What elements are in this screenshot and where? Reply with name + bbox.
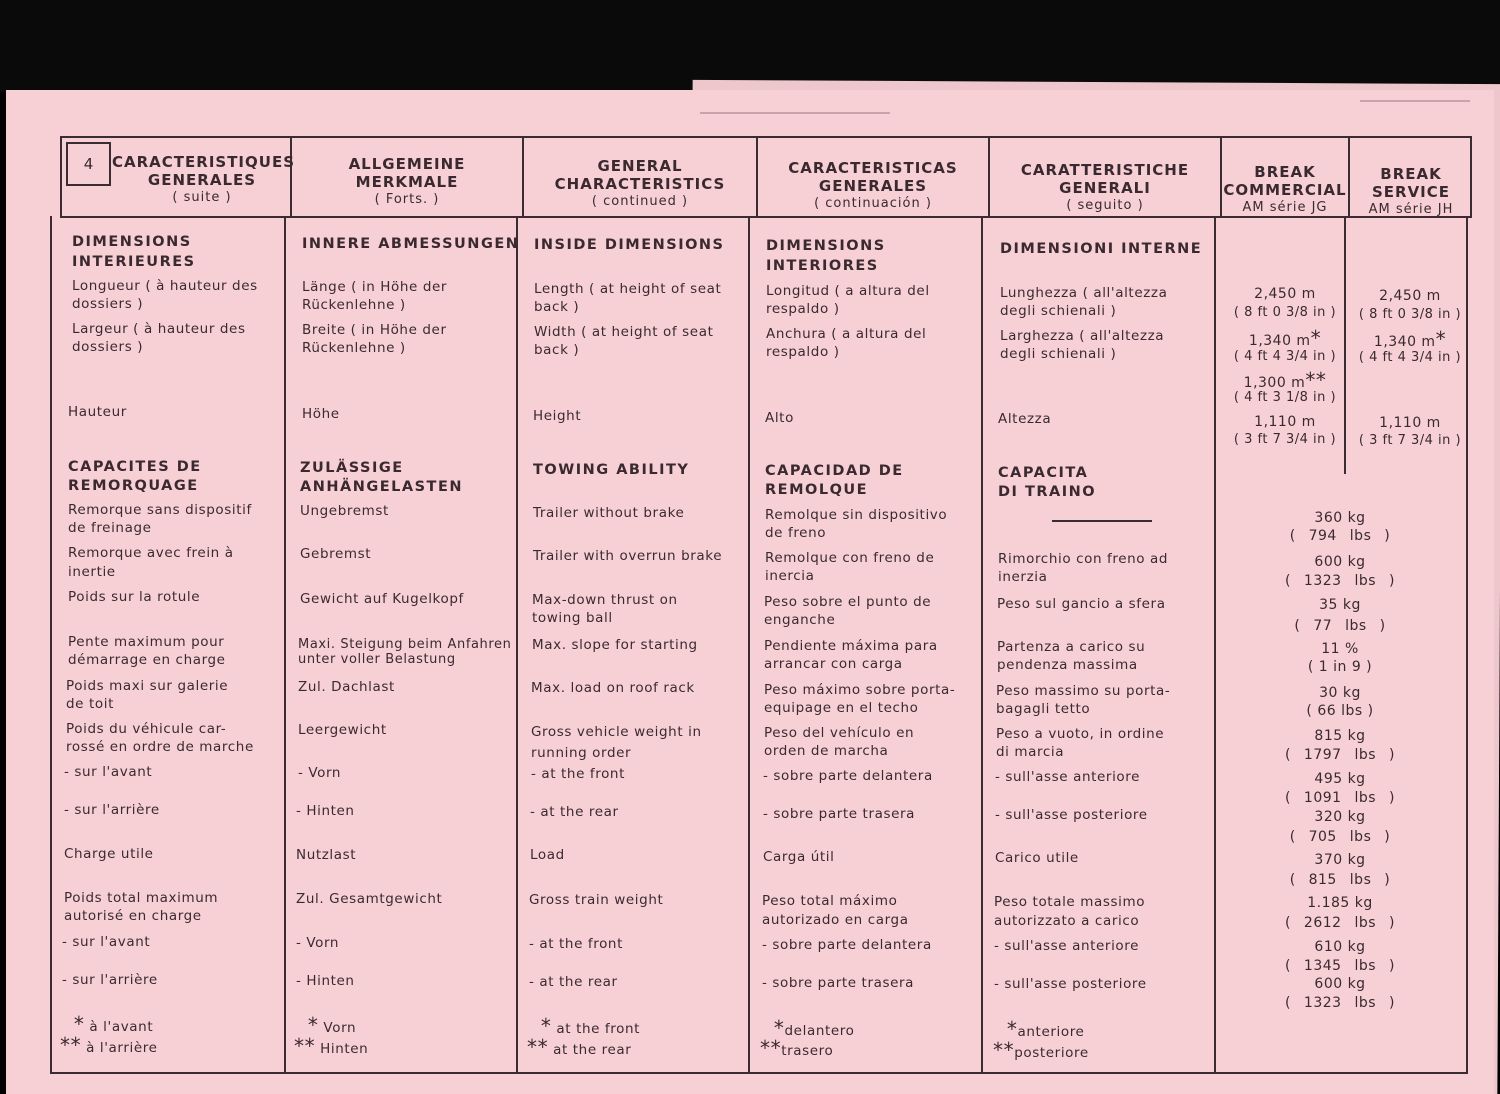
header-sub: ( continuación ) bbox=[814, 196, 932, 211]
es-rear2: - sobre parte trasera bbox=[762, 975, 915, 991]
star-icon: * bbox=[294, 1013, 319, 1037]
it-gross: Peso totale massimo bbox=[994, 894, 1146, 910]
it-trailer-brake: Rimorchio con freno ad bbox=[998, 551, 1169, 567]
col-divider bbox=[516, 216, 518, 1074]
header-line: CARATTERISTICHE bbox=[1020, 161, 1190, 179]
header-sub: AM série JH bbox=[1368, 202, 1454, 217]
fr-inside-title: DIMENSIONS bbox=[72, 234, 192, 250]
en-front: - at the front bbox=[531, 766, 625, 782]
it-load: Carico utile bbox=[995, 850, 1079, 866]
en-length: Length ( at height of seat bbox=[534, 281, 722, 297]
es-gross: Peso total máximo bbox=[762, 893, 898, 909]
section-number: 4 bbox=[66, 142, 111, 186]
table-border-left bbox=[50, 216, 52, 1074]
it-towing-title: CAPACITA bbox=[998, 465, 1089, 481]
en-weight: Gross vehicle weight in bbox=[531, 724, 702, 740]
es-length: Longitud ( a altura del bbox=[766, 283, 930, 299]
header-line: BREAK bbox=[1254, 163, 1316, 181]
fr-width: Largeur ( à hauteur des bbox=[72, 321, 246, 337]
en-slope: Max. slope for starting bbox=[532, 637, 698, 653]
fr-towing-title: CAPACITES DE bbox=[68, 459, 202, 475]
jh-length-imperial: ( 8 ft 0 3/8 in ) bbox=[1358, 307, 1462, 322]
val-trailer-no-brake-kg: 360 kg bbox=[1314, 510, 1366, 526]
it-note2 bbox=[993, 1038, 1089, 1062]
de-weight: Leergewicht bbox=[298, 722, 387, 738]
es-note1-text: delantero bbox=[784, 1023, 855, 1039]
jh-length-metric: 2,450 m bbox=[1379, 288, 1441, 304]
val-front2-lbs: ( 1345 lbs ) bbox=[1285, 958, 1395, 974]
double-star-icon: ** bbox=[993, 1038, 1015, 1062]
fr-gross: Poids total maximum bbox=[64, 890, 219, 906]
jg-length-metric: 2,450 m bbox=[1254, 286, 1316, 302]
de-slope: unter voller Belastung bbox=[298, 652, 456, 667]
es-roof: equipage en el techo bbox=[764, 700, 919, 716]
fr-length: dossiers ) bbox=[72, 296, 144, 312]
double-star-icon: ** bbox=[760, 1036, 782, 1060]
jg-height-metric: 1,110 m bbox=[1254, 414, 1316, 430]
es-note2 bbox=[760, 1036, 834, 1060]
es-trailer-no-brake: Remolque sin dispositivo bbox=[765, 507, 948, 523]
en-height: Height bbox=[533, 408, 582, 424]
fr-towing-title: REMORQUAGE bbox=[68, 478, 199, 494]
en-towing-title: TOWING ABILITY bbox=[533, 462, 690, 478]
de-gross: Zul. Gesamtgewicht bbox=[296, 891, 443, 907]
val-trailer-no-brake-lbs: ( 794 lbs ) bbox=[1289, 528, 1391, 544]
star-icon: * bbox=[527, 1014, 552, 1038]
en-load: Load bbox=[530, 847, 565, 863]
val-rear2-lbs: ( 1323 lbs ) bbox=[1285, 995, 1395, 1011]
es-load: Carga útil bbox=[763, 849, 835, 865]
col-divider bbox=[981, 216, 983, 1074]
jh-height-imperial: ( 3 ft 7 3/4 in ) bbox=[1358, 433, 1462, 448]
en-width: Width ( at height of seat bbox=[534, 324, 714, 340]
header-en bbox=[524, 157, 756, 211]
fr-front2: - sur l'avant bbox=[62, 934, 151, 950]
en-ball: towing ball bbox=[532, 610, 613, 626]
it-front2: - sull'asse anteriore bbox=[994, 938, 1140, 954]
table-border-bottom bbox=[50, 1072, 1468, 1074]
en-trailer-brake: Trailer with overrun brake bbox=[533, 548, 723, 564]
es-note2-text: trasero bbox=[781, 1043, 834, 1059]
header-line: CARACTERISTIQUES bbox=[112, 153, 295, 171]
header-de bbox=[292, 155, 522, 209]
es-slope: Pendiente máxima para bbox=[764, 638, 938, 654]
header-line: COMMERCIAL bbox=[1223, 181, 1347, 199]
it-length: degli schienali ) bbox=[1000, 303, 1117, 319]
val-front2-kg: 610 kg bbox=[1314, 939, 1366, 955]
val-slope-ratio: ( 1 in 9 ) bbox=[1307, 659, 1373, 675]
de-roof: Zul. Dachlast bbox=[298, 679, 395, 695]
header-sub: ( suite ) bbox=[172, 190, 232, 205]
en-trailer-no-brake: Trailer without brake bbox=[533, 505, 685, 521]
jh-width-metric-text: 1,340 m bbox=[1373, 334, 1436, 350]
de-towing-title: ANHÄNGELASTEN bbox=[300, 479, 463, 495]
val-trailer-brake-kg: 600 kg bbox=[1314, 554, 1366, 570]
de-towing-title: ZULÄSSIGE bbox=[300, 460, 404, 476]
header-line: BREAK bbox=[1380, 165, 1442, 183]
header-jh bbox=[1350, 165, 1472, 219]
de-front: - Vorn bbox=[298, 765, 342, 781]
col-divider bbox=[748, 216, 750, 1074]
double-star-icon: ** bbox=[294, 1034, 316, 1058]
fr-length: Longueur ( à hauteur des bbox=[72, 278, 258, 294]
it-note1-text: anteriore bbox=[1017, 1024, 1085, 1040]
fr-load: Charge utile bbox=[64, 846, 154, 862]
header-line: MERKMALE bbox=[355, 173, 459, 191]
header-fr bbox=[112, 153, 295, 207]
it-width: Larghezza ( all'altezza bbox=[1000, 328, 1165, 344]
es-trailer-brake: inercia bbox=[765, 568, 815, 584]
fr-note1-text: à l'avant bbox=[89, 1019, 154, 1035]
es-inside-title: DIMENSIONS bbox=[766, 238, 886, 254]
fr-trailer-brake: Remorque avec frein à bbox=[68, 545, 234, 561]
it-roof: bagagli tetto bbox=[996, 701, 1091, 717]
es-width: respaldo ) bbox=[766, 344, 840, 360]
it-rear2: - sull'asse posteriore bbox=[994, 976, 1147, 992]
de-rear: - Hinten bbox=[296, 803, 355, 819]
de-width: Rückenlehne ) bbox=[302, 340, 406, 356]
header-line: CHARACTERISTICS bbox=[554, 175, 726, 193]
en-ball: Max-down thrust on bbox=[532, 592, 678, 608]
jg-length-imperial: ( 8 ft 0 3/8 in ) bbox=[1233, 305, 1337, 320]
val-load-kg: 370 kg bbox=[1314, 852, 1366, 868]
header-line: ALLGEMEINE bbox=[348, 155, 466, 173]
en-rear: - at the rear bbox=[530, 804, 619, 820]
de-note2 bbox=[294, 1034, 369, 1058]
de-length: Rückenlehne ) bbox=[302, 297, 406, 313]
es-width: Anchura ( a altura del bbox=[766, 326, 927, 342]
val-weight-kg: 815 kg bbox=[1314, 728, 1366, 744]
fr-front: - sur l'avant bbox=[64, 764, 153, 780]
page-edge-line bbox=[1360, 100, 1470, 102]
en-note2-text: at the rear bbox=[553, 1042, 632, 1058]
es-ball: enganche bbox=[764, 612, 836, 628]
header-line: GENERALI bbox=[1059, 179, 1151, 197]
fr-slope: démarrage en charge bbox=[68, 652, 226, 668]
fr-note2 bbox=[60, 1033, 158, 1057]
it-front: - sull'asse anteriore bbox=[995, 769, 1141, 785]
en-roof: Max. load on roof rack bbox=[531, 680, 695, 696]
es-towing-title: CAPACIDAD DE bbox=[765, 463, 904, 479]
scanner-background bbox=[0, 0, 1500, 92]
header-es bbox=[758, 159, 988, 213]
jh-width-metric bbox=[1350, 327, 1470, 351]
val-gross-kg: 1.185 kg bbox=[1307, 895, 1373, 911]
it-note2-text: posteriore bbox=[1014, 1045, 1089, 1061]
es-front: - sobre parte delantera bbox=[763, 768, 933, 784]
header-sub: AM série JG bbox=[1242, 200, 1328, 215]
jg-width-imperial: ( 4 ft 4 3/4 in ) bbox=[1233, 349, 1337, 364]
de-length: Länge ( in Höhe der bbox=[302, 279, 448, 295]
it-weight: Peso a vuoto, in ordine bbox=[996, 726, 1165, 742]
it-gross: autorizzato a carico bbox=[994, 913, 1140, 929]
jg-width-metric bbox=[1222, 326, 1348, 350]
en-inside-title: INSIDE DIMENSIONS bbox=[534, 237, 725, 253]
es-inside-title: INTERIORES bbox=[766, 258, 879, 274]
val-rear2-kg: 600 kg bbox=[1314, 976, 1366, 992]
es-length: respaldo ) bbox=[766, 301, 840, 317]
header-sub: ( Forts. ) bbox=[374, 192, 440, 207]
fr-ball: Poids sur la rotule bbox=[68, 589, 201, 605]
header-line: GENERALES bbox=[818, 177, 928, 195]
fr-roof: de toit bbox=[66, 696, 114, 712]
it-width: degli schienali ) bbox=[1000, 346, 1117, 362]
en-note2 bbox=[527, 1035, 632, 1059]
val-trailer-brake-lbs: ( 1323 lbs ) bbox=[1285, 573, 1395, 589]
val-roof-lbs: ( 66 lbs ) bbox=[1306, 703, 1374, 719]
val-rear-kg: 320 kg bbox=[1314, 809, 1366, 825]
header-sub: ( continued ) bbox=[591, 194, 689, 209]
en-gross: Gross train weight bbox=[529, 892, 664, 908]
header-line: SERVICE bbox=[1371, 183, 1451, 201]
de-height: Höhe bbox=[302, 406, 340, 422]
de-inside-title: INNERE ABMESSUNGEN bbox=[302, 236, 520, 252]
star-icon: * bbox=[1435, 327, 1447, 351]
fr-slope: Pente maximum pour bbox=[68, 634, 225, 650]
it-height: Altezza bbox=[998, 411, 1052, 427]
it-weight: di marcia bbox=[996, 744, 1065, 760]
val-ball-kg: 35 kg bbox=[1319, 597, 1361, 613]
jh-width-imperial: ( 4 ft 4 3/4 in ) bbox=[1358, 350, 1462, 365]
es-trailer-no-brake: de freno bbox=[765, 525, 827, 541]
page-edge-line bbox=[700, 112, 890, 114]
de-front2: - Vorn bbox=[296, 935, 340, 951]
col-divider bbox=[284, 216, 286, 1074]
double-star-icon: ** bbox=[527, 1035, 549, 1059]
de-load: Nutzlast bbox=[296, 847, 357, 863]
double-star-icon: ** bbox=[60, 1033, 82, 1057]
it-slope: pendenza massima bbox=[997, 657, 1138, 673]
it-rear: - sull'asse posteriore bbox=[995, 807, 1148, 823]
col-divider bbox=[1214, 216, 1216, 1074]
jg-height-imperial: ( 3 ft 7 3/4 in ) bbox=[1233, 432, 1337, 447]
star-icon: * bbox=[60, 1012, 85, 1036]
it-roof: Peso massimo su porta- bbox=[996, 683, 1171, 699]
fr-width: dossiers ) bbox=[72, 339, 144, 355]
it-slope: Partenza a carico su bbox=[997, 639, 1146, 655]
fr-inside-title: INTERIEURES bbox=[72, 254, 196, 270]
it-trailer-brake: inerzia bbox=[998, 569, 1048, 585]
en-length: back ) bbox=[534, 299, 580, 315]
es-weight: Peso del vehículo en bbox=[764, 725, 915, 741]
de-note1-text: Vorn bbox=[323, 1020, 357, 1036]
fr-trailer-brake: inertie bbox=[68, 564, 116, 580]
fr-roof: Poids maxi sur galerie bbox=[66, 678, 229, 694]
es-ball: Peso sobre el punto de bbox=[764, 594, 932, 610]
fr-gross: autorisé en charge bbox=[64, 908, 202, 924]
jg-width-alt-imperial: ( 4 ft 3 1/8 in ) bbox=[1233, 390, 1337, 405]
header-it bbox=[990, 161, 1220, 215]
it-length: Lunghezza ( all'altezza bbox=[1000, 285, 1168, 301]
fr-weight: Poids du véhicule car- bbox=[66, 721, 227, 737]
it-inside-title: DIMENSIONI INTERNE bbox=[1000, 241, 1203, 257]
en-weight: running order bbox=[531, 745, 632, 761]
it-towing-title: DI TRAINO bbox=[998, 484, 1097, 500]
val-front-lbs: ( 1091 lbs ) bbox=[1285, 790, 1395, 806]
star-icon: * bbox=[993, 1017, 1018, 1041]
it-not-applicable-dash bbox=[1052, 520, 1152, 522]
val-ball-lbs: ( 77 lbs ) bbox=[1294, 618, 1386, 634]
en-note1-text: at the front bbox=[556, 1021, 641, 1037]
header-sub: ( seguito ) bbox=[1066, 198, 1144, 213]
double-star-icon: ** bbox=[1305, 368, 1327, 392]
es-front2: - sobre parte delantera bbox=[762, 937, 932, 953]
de-rear2: - Hinten bbox=[296, 973, 355, 989]
de-note2-text: Hinten bbox=[320, 1041, 369, 1057]
es-slope: arrancar con carga bbox=[764, 656, 903, 672]
val-roof-kg: 30 kg bbox=[1319, 685, 1361, 701]
es-rear: - sobre parte trasera bbox=[763, 806, 916, 822]
en-width: back ) bbox=[534, 342, 580, 358]
fr-weight: rossé en ordre de marche bbox=[66, 739, 254, 755]
es-height: Alto bbox=[765, 410, 794, 426]
en-rear2: - at the rear bbox=[529, 974, 618, 990]
val-weight-lbs: ( 1797 lbs ) bbox=[1285, 747, 1395, 763]
header-jg bbox=[1222, 163, 1348, 217]
header-line: GENERALES bbox=[147, 171, 257, 189]
jh-height-metric: 1,110 m bbox=[1379, 415, 1441, 431]
en-front2: - at the front bbox=[529, 936, 623, 952]
es-weight: orden de marcha bbox=[764, 743, 889, 759]
fr-trailer-no-brake: Remorque sans dispositif bbox=[68, 502, 252, 518]
jg-width-alt-metric-text: 1,300 m bbox=[1243, 375, 1306, 391]
es-trailer-brake: Remolque con freno de bbox=[765, 550, 935, 566]
val-load-lbs: ( 815 lbs ) bbox=[1289, 872, 1391, 888]
val-slope-pct: 11 % bbox=[1321, 641, 1359, 657]
star-icon: * bbox=[760, 1016, 785, 1040]
val-rear-lbs: ( 705 lbs ) bbox=[1289, 829, 1391, 845]
es-gross: autorizado en carga bbox=[762, 912, 909, 928]
val-front-kg: 495 kg bbox=[1314, 771, 1366, 787]
header-line: GENERAL bbox=[597, 157, 683, 175]
de-trailer-no-brake: Ungebremst bbox=[300, 503, 389, 519]
fr-rear: - sur l'arrière bbox=[64, 802, 160, 818]
de-width: Breite ( in Höhe der bbox=[302, 322, 447, 338]
star-icon: * bbox=[1310, 326, 1322, 350]
fr-rear2: - sur l'arrière bbox=[62, 972, 158, 988]
es-roof: Peso máximo sobre porta- bbox=[764, 682, 956, 698]
es-towing-title: REMOLQUE bbox=[765, 482, 869, 498]
fr-trailer-no-brake: de freinage bbox=[68, 520, 152, 536]
fr-height: Hauteur bbox=[68, 404, 127, 420]
jg-width-metric-text: 1,340 m bbox=[1248, 333, 1311, 349]
fr-note2-text: à l'arrière bbox=[86, 1040, 158, 1056]
val-gross-lbs: ( 2612 lbs ) bbox=[1285, 915, 1395, 931]
de-ball: Gewicht auf Kugelkopf bbox=[300, 591, 464, 607]
it-ball: Peso sul gancio a sfera bbox=[997, 596, 1166, 612]
de-trailer-brake: Gebremst bbox=[300, 546, 372, 562]
de-slope: Maxi. Steigung beim Anfahren bbox=[298, 637, 512, 652]
header-line: CARACTERISTICAS bbox=[788, 159, 958, 177]
